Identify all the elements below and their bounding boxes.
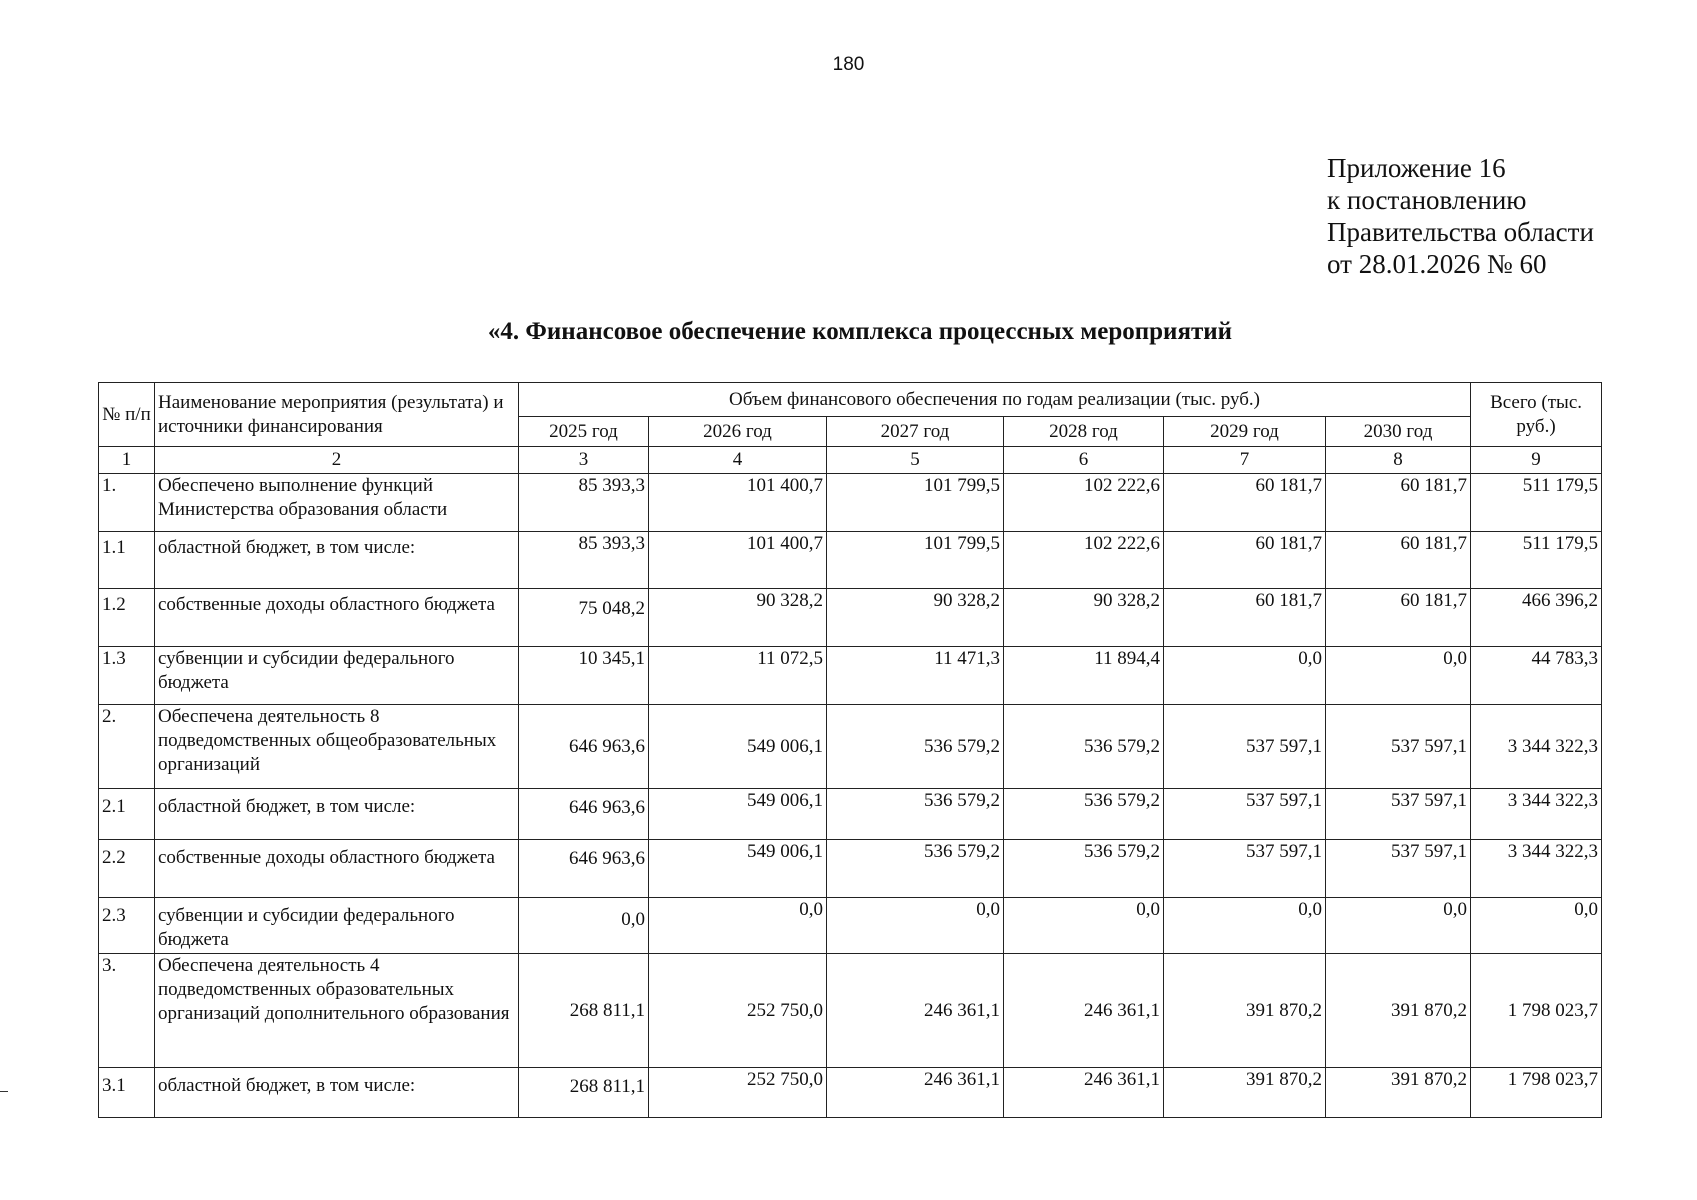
table-row [99, 589, 1602, 647]
row-name: Обеспечена деятельность 8 подведомственных общеобразовательных организаций [155, 705, 519, 789]
header-year: 2030 год [1326, 417, 1471, 447]
margin-mark [0, 1091, 8, 1092]
row-total: 3 344 322,3 [1471, 705, 1602, 789]
row-value: 537 597,1 [1326, 840, 1471, 898]
row-name: субвенции и субсидии федерального бюджета [155, 898, 519, 954]
row-num: 2.3 [99, 898, 155, 954]
table-row [99, 789, 1602, 840]
appendix-block [1327, 152, 1594, 280]
row-value: 537 597,1 [1326, 789, 1471, 840]
header-num: № п/п [99, 383, 155, 447]
row-value: 536 579,2 [1004, 705, 1164, 789]
row-value: 0,0 [1164, 898, 1326, 954]
row-num: 1. [99, 474, 155, 532]
row-num: 3.1 [99, 1068, 155, 1118]
row-value: 549 006,1 [649, 840, 827, 898]
row-name: областной бюджет, в том числе: [155, 1068, 519, 1118]
row-value: 60 181,7 [1326, 589, 1471, 647]
row-num: 1.3 [99, 647, 155, 705]
row-value: 101 799,5 [827, 474, 1004, 532]
row-total: 511 179,5 [1471, 532, 1602, 589]
row-value: 646 963,6 [519, 840, 649, 898]
row-name: областной бюджет, в том числе: [155, 789, 519, 840]
row-value: 11 894,4 [1004, 647, 1164, 705]
row-value: 536 579,2 [1004, 840, 1164, 898]
row-value: 60 181,7 [1326, 532, 1471, 589]
column-index: 4 [649, 447, 827, 474]
row-value: 0,0 [1004, 898, 1164, 954]
row-value: 85 393,3 [519, 474, 649, 532]
header-total: Всего (тыс. руб.) [1471, 383, 1602, 447]
row-name: областной бюджет, в том числе: [155, 532, 519, 589]
header-year: 2026 год [649, 417, 827, 447]
header-year: 2027 год [827, 417, 1004, 447]
table-row [99, 898, 1602, 954]
row-value: 101 799,5 [827, 532, 1004, 589]
column-index: 2 [155, 447, 519, 474]
row-value: 391 870,2 [1164, 954, 1326, 1068]
row-value: 536 579,2 [827, 789, 1004, 840]
row-value: 0,0 [1164, 647, 1326, 705]
row-value: 102 222,6 [1004, 532, 1164, 589]
row-value: 246 361,1 [827, 1068, 1004, 1118]
header-year: 2028 год [1004, 417, 1164, 447]
table-row [99, 1068, 1602, 1118]
row-value: 549 006,1 [649, 789, 827, 840]
row-total: 3 344 322,3 [1471, 789, 1602, 840]
row-value: 537 597,1 [1164, 705, 1326, 789]
row-total: 44 783,3 [1471, 647, 1602, 705]
row-value: 90 328,2 [827, 589, 1004, 647]
row-value: 101 400,7 [649, 474, 827, 532]
column-index-row [99, 447, 1602, 474]
row-value: 0,0 [1326, 647, 1471, 705]
appendix-line: от 28.01.2026 № 60 [1327, 249, 1547, 279]
column-index: 9 [1471, 447, 1602, 474]
row-value: 11 471,3 [827, 647, 1004, 705]
row-value: 646 963,6 [519, 705, 649, 789]
row-value: 537 597,1 [1326, 705, 1471, 789]
row-name: субвенции и субсидии федерального бюджета [155, 647, 519, 705]
row-value: 90 328,2 [649, 589, 827, 647]
row-value: 60 181,7 [1326, 474, 1471, 532]
finance-table [98, 382, 1602, 1118]
appendix-line: к постановлению [1327, 185, 1527, 215]
row-value: 537 597,1 [1164, 789, 1326, 840]
row-name: Обеспечена деятельность 4 подведомственных образовательных организаций дополнительного образования [155, 954, 519, 1068]
row-value: 102 222,6 [1004, 474, 1164, 532]
row-value: 549 006,1 [649, 705, 827, 789]
row-value: 0,0 [1326, 898, 1471, 954]
row-value: 60 181,7 [1164, 532, 1326, 589]
row-value: 391 870,2 [1326, 954, 1471, 1068]
row-value: 0,0 [827, 898, 1004, 954]
row-num: 2. [99, 705, 155, 789]
column-index: 5 [827, 447, 1004, 474]
row-num: 1.2 [99, 589, 155, 647]
row-value: 0,0 [519, 898, 649, 954]
row-value: 536 579,2 [827, 840, 1004, 898]
table-row [99, 647, 1602, 705]
row-num: 3. [99, 954, 155, 1068]
row-name: собственные доходы областного бюджета [155, 840, 519, 898]
row-value: 246 361,1 [1004, 1068, 1164, 1118]
row-value: 268 811,1 [519, 954, 649, 1068]
row-value: 10 345,1 [519, 647, 649, 705]
row-value: 268 811,1 [519, 1068, 649, 1118]
row-value: 537 597,1 [1164, 840, 1326, 898]
column-index: 7 [1164, 447, 1326, 474]
appendix-line: Правительства области [1327, 217, 1594, 247]
row-num: 1.1 [99, 532, 155, 589]
row-name: собственные доходы областного бюджета [155, 589, 519, 647]
column-index: 6 [1004, 447, 1164, 474]
header-volume: Объем финансового обеспечения по годам реализации (тыс. руб.) [519, 383, 1471, 417]
row-value: 391 870,2 [1164, 1068, 1326, 1118]
header-name: Наименование мероприятия (результата) и источники финансирования [155, 383, 519, 447]
table-row [99, 474, 1602, 532]
row-value: 60 181,7 [1164, 589, 1326, 647]
header-year: 2029 год [1164, 417, 1326, 447]
row-total: 1 798 023,7 [1471, 1068, 1602, 1118]
row-total: 511 179,5 [1471, 474, 1602, 532]
header-year: 2025 год [519, 417, 649, 447]
row-value: 246 361,1 [827, 954, 1004, 1068]
row-value: 391 870,2 [1326, 1068, 1471, 1118]
row-value: 60 181,7 [1164, 474, 1326, 532]
row-value: 85 393,3 [519, 532, 649, 589]
row-value: 252 750,0 [649, 954, 827, 1068]
table-row [99, 705, 1602, 789]
row-value: 536 579,2 [1004, 789, 1164, 840]
row-num: 2.2 [99, 840, 155, 898]
row-value: 246 361,1 [1004, 954, 1164, 1068]
page-number: 180 [832, 54, 865, 75]
row-value: 90 328,2 [1004, 589, 1164, 647]
row-value: 0,0 [649, 898, 827, 954]
document-title: «4. Финансовое обеспечение комплекса процессных мероприятий [487, 318, 1233, 345]
row-value: 101 400,7 [649, 532, 827, 589]
row-name: Обеспечено выполнение функций Министерства образования области [155, 474, 519, 532]
row-num: 2.1 [99, 789, 155, 840]
table-row [99, 532, 1602, 589]
table-row [99, 840, 1602, 898]
row-total: 0,0 [1471, 898, 1602, 954]
appendix-line: Приложение 16 [1327, 153, 1506, 183]
row-value: 536 579,2 [827, 705, 1004, 789]
table-row [99, 954, 1602, 1068]
row-value: 646 963,6 [519, 789, 649, 840]
row-total: 3 344 322,3 [1471, 840, 1602, 898]
row-value: 11 072,5 [649, 647, 827, 705]
column-index: 3 [519, 447, 649, 474]
column-index: 1 [99, 447, 155, 474]
row-value: 75 048,2 [519, 589, 649, 647]
row-value: 252 750,0 [649, 1068, 827, 1118]
column-index: 8 [1326, 447, 1471, 474]
row-total: 1 798 023,7 [1471, 954, 1602, 1068]
row-total: 466 396,2 [1471, 589, 1602, 647]
